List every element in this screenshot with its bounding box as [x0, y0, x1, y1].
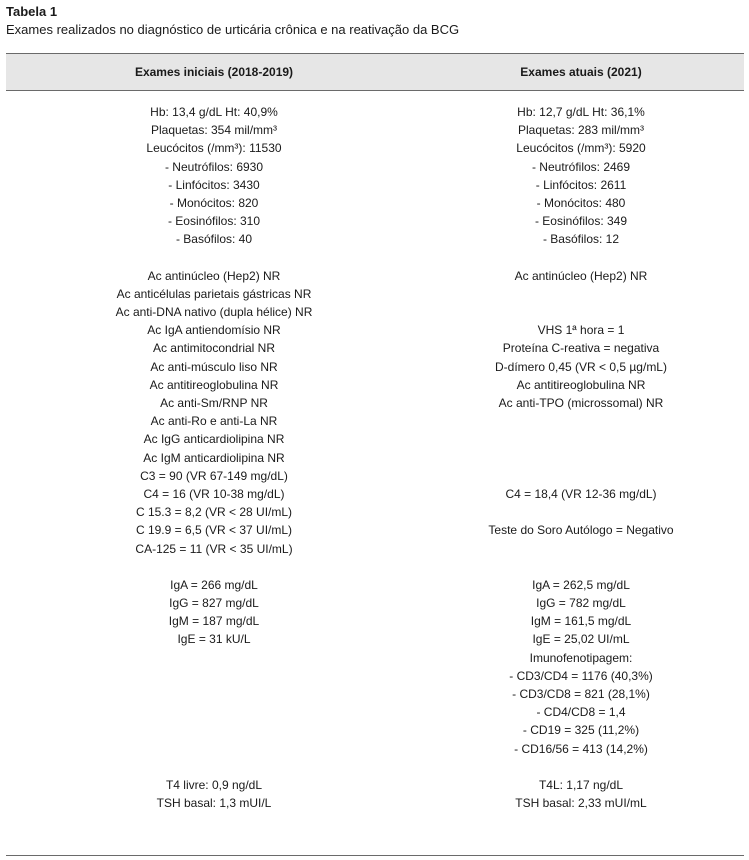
- current-exam-row: Leucócitos (/mm³): 5920: [516, 141, 646, 156]
- current-exam-row: - CD16/56 = 413 (14,2%): [514, 741, 648, 756]
- initial-exam-row-spacer: [6, 758, 422, 776]
- initial-exam-row: CA-125 = 11 (VR < 35 UI/mL): [135, 541, 293, 556]
- initial-exam-row: C4 = 16 (VR 10-38 mg/dL): [143, 486, 285, 501]
- current-exam-row: - CD3/CD8 = 821 (28,1%): [512, 687, 650, 701]
- initial-exam-row-spacer: [6, 685, 422, 703]
- initial-exam-row: C 15.3 = 8,2 (VR < 28 UI/mL): [135, 505, 293, 520]
- initial-exam-row: IgE = 31 kU/L: [177, 632, 251, 647]
- current-exam-row: TSH basal: 2,33 mUI/mL: [515, 796, 647, 811]
- table-bottom-rule: [6, 855, 744, 856]
- initial-exam-row: Leucócitos (/mm³): 11530: [146, 141, 282, 156]
- current-exam-row: Imunofenotipagem:: [529, 650, 633, 665]
- initial-exam-row: Hb: 13,4 g/dL Ht: 40,9%: [150, 105, 278, 119]
- current-exam-row: Ac antitireoglobulina NR: [516, 377, 646, 392]
- current-exam-row-spacer: [422, 303, 740, 321]
- current-exam-row-spacer: [422, 540, 740, 558]
- current-exam-row: Ac antinúcleo (Hep2) NR: [514, 268, 648, 283]
- initial-exam-row: Ac anticélulas parietais gástricas NR: [116, 286, 312, 301]
- current-exam-row: Proteína C-reativa = negativa: [502, 341, 660, 356]
- initial-exam-row-spacer: [6, 703, 422, 721]
- initial-exam-row: Ac IgG anticardiolipina NR: [143, 432, 285, 447]
- initial-exam-row: Ac antimitocondrial NR: [152, 341, 276, 356]
- initial-exam-row: T4 livre: 0,9 ng/dL: [165, 777, 263, 792]
- current-exam-row-spacer: [422, 249, 740, 267]
- current-exam-row: - CD3/CD4 = 1176 (40,3%): [509, 668, 653, 683]
- current-exam-row-spacer: [422, 412, 740, 430]
- current-exam-row: IgG = 782 mg/dL: [536, 596, 626, 611]
- current-exam-row: VHS 1ª hora = 1: [537, 323, 625, 338]
- initial-exam-row-spacer: [6, 667, 422, 685]
- current-exam-row: - Eosinófilos: 349: [534, 214, 628, 229]
- current-exam-row: IgE = 25,02 UI/mL: [532, 632, 630, 647]
- initial-exam-row-spacer: [6, 249, 422, 267]
- current-exams-column: [422, 103, 740, 812]
- current-exam-row: D-dímero 0,45 (VR < 0,5 µg/mL): [495, 359, 667, 374]
- initial-exam-row: Ac antinúcleo (Hep2) NR: [147, 268, 281, 283]
- current-exam-row: - CD4/CD8 = 1,4: [536, 705, 626, 720]
- initial-exam-row: IgM = 187 mg/dL: [168, 614, 260, 629]
- initial-exam-row: Ac anti-Ro e anti-La NR: [150, 414, 278, 429]
- current-exam-row: - Neutrófilos: 2469: [531, 159, 631, 174]
- initial-exam-row: - Monócitos: 820: [169, 195, 259, 210]
- current-exam-row-spacer: [422, 758, 740, 776]
- current-exam-row-spacer: [422, 285, 740, 303]
- current-exam-row-spacer: [422, 558, 740, 576]
- initial-exam-row-spacer: [6, 558, 422, 576]
- current-exam-row: IgM = 161,5 mg/dL: [530, 614, 632, 629]
- initial-exam-row: Ac IgA antiendomísio NR: [147, 323, 281, 338]
- initial-exam-row-spacer: [6, 740, 422, 758]
- initial-exam-row: Ac antitireoglobulina NR: [149, 377, 279, 392]
- current-exam-row-spacer: [422, 430, 740, 448]
- current-exam-row: Hb: 12,7 g/dL Ht: 36,1%: [517, 105, 645, 119]
- initial-exam-row: C 19.9 = 6,5 (VR < 37 UI/mL): [135, 523, 293, 538]
- initial-exam-row: TSH basal: 1,3 mUI/L: [156, 796, 272, 811]
- current-exam-row-spacer: [422, 449, 740, 467]
- initial-exams-column: [6, 103, 422, 812]
- current-exam-row: T4L: 1,17 ng/dL: [538, 777, 624, 792]
- initial-exam-row: Ac anti-DNA nativo (dupla hélice) NR: [115, 305, 313, 320]
- initial-exam-row: Plaquetas: 354 mil/mm³: [150, 123, 278, 138]
- initial-exam-row: - Basófilos: 40: [175, 232, 253, 247]
- initial-exam-row: Ac anti-músculo liso NR: [150, 359, 278, 374]
- current-exam-row: - CD19 = 325 (11,2%): [522, 723, 640, 738]
- initial-exam-row: Ac IgM anticardiolipina NR: [143, 450, 285, 465]
- initial-exam-row: C3 = 90 (VR 67-149 mg/dL): [140, 468, 288, 483]
- current-exam-row-spacer: [422, 503, 740, 521]
- initial-exam-row: - Linfócitos: 3430: [168, 177, 260, 192]
- current-exam-row-spacer: [422, 467, 740, 485]
- initial-exam-row: - Eosinófilos: 310: [167, 214, 261, 229]
- column-header-current: Exames atuais (2021): [520, 65, 642, 79]
- current-exam-row: Ac anti-TPO (microssomal) NR: [498, 396, 664, 410]
- current-exam-row: - Basófilos: 12: [542, 232, 620, 247]
- table-label: Tabela 1: [6, 4, 58, 19]
- initial-exam-row: IgA = 266 mg/dL: [170, 577, 258, 592]
- current-exam-row: IgA = 262,5 mg/dL: [532, 577, 630, 592]
- initial-exam-row: Ac anti-Sm/RNP NR: [160, 396, 268, 410]
- table-caption: Exames realizados no diagnóstico de urticária crônica e na reativação da BCG: [6, 22, 460, 37]
- current-exam-row: - Monócitos: 480: [536, 195, 626, 210]
- initial-exam-row: - Neutrófilos: 6930: [164, 159, 264, 174]
- current-exam-row: Plaquetas: 283 mil/mm³: [517, 123, 645, 138]
- initial-exam-row: IgG = 827 mg/dL: [169, 596, 259, 611]
- column-header-initial: Exames iniciais (2018-2019): [134, 65, 294, 79]
- current-exam-row: - Linfócitos: 2611: [535, 177, 627, 192]
- current-exam-row: Teste do Soro Autólogo = Negativo: [488, 523, 674, 538]
- current-exam-row: C4 = 18,4 (VR 12-36 mg/dL): [505, 486, 657, 501]
- initial-exam-row-spacer: [6, 649, 422, 667]
- initial-exam-row-spacer: [6, 721, 422, 739]
